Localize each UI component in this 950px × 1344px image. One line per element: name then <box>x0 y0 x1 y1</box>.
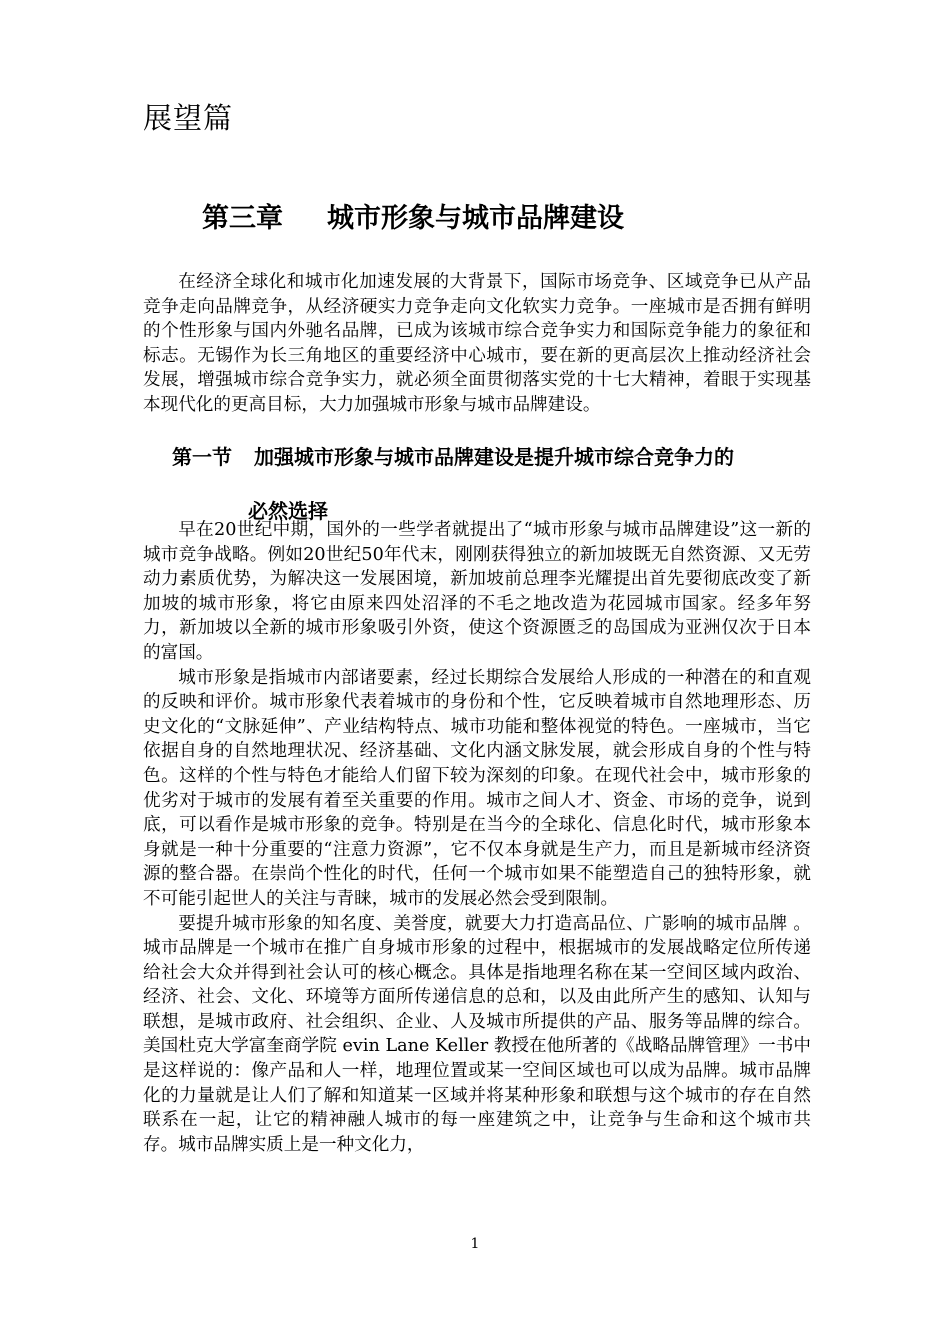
section-number: 第一节 <box>172 445 232 469</box>
chapter-intro <box>143 270 811 418</box>
intro-paragraph: 在经济全球化和城市化加速发展的大背景下，国际市场竞争、区域竞争已从产品竞争走向品牌竞争，从经济硬实力竞争走向文化软实力竞争。一座城市是否拥有鲜明的个性形象与国内外驰名品牌，已成为该城市综合竞争实力和国际竞争能力的象征和标志。无锡作为长三角地区的重要经济中心城市，要在新的更高层次上推动经济社会发展，增强城市综合竞争实力，就必须全面贯彻落实党的十七大精神，着眼于实现基本现代化的更高目标，大力加强城市形象与城市品牌建设。 <box>143 272 811 415</box>
section-title-line1: 加强城市形象与城市品牌建设是提升城市综合竞争力的 <box>254 445 734 469</box>
section-body <box>143 518 811 1157</box>
body-paragraph: 要提升城市形象的知名度、美誉度，就要大力打造高品位、广影响的城市品牌 。 城市品牌是一个城市在推广自身城市形象的过程中，根据城市的发展战略定位所传递给社会大众并得到社会认可的核心概念。具体是指地理名称在某一空间区域内政治、经济、社会、文化、环境等方面所传递信息的总和，以及由此所产生的感知、认知与联想，是城市政府、社会组织、企业、人及城市所提供的产品、服务等品牌的综合。美国杜克大学富奎商学院 evin Lane Keller 教授在他所著的《战略品牌管理》一书中是这样说的：像产品和人一样，地理位置或某一空间区域也可以成为品牌。城市品牌化的力量就是让人们了解和知道某一区域并将某种形象和联想与这个城市的存在自然联系在一起，让它的精神融人城市的每一座建筑之中，让竞争与生命和这个城市共存。城市品牌实质上是一种文化力， <box>143 913 811 1155</box>
body-paragraph: 城市形象是指城市内部诸要素，经过长期综合发展给人形成的一种潜在的和直观的反映和评价。城市形象代表着城市的身份和个性，它反映着城市自然地理形态、历史文化的“文脉延伸”、产业结构特点、城市功能和整体视觉的特色。一座城市，当它依据自身的自然地理状况、经济基础、文化内涵文脉发展，就会形成自身的个性与特色。这样的个性与特色才能给人们留下较为深刻的印象。在现代社会中，城市形象的优劣对于城市的发展有着至关重要的作用。城市之间人才、资金、市场的竞争，说到底，可以看作是城市形象的竞争。特别是在当今的全球化、信息化时代，城市形象本身就是一种十分重要的“注意力资源”，它不仅本身就是生产力，而且是新城市经济资源的整合器。在崇尚个性化的时代，任何一个城市如果不能塑造自己的独特形象，就不可能引起世人的关注与青睐，城市的发展必然会受到限制。 <box>143 667 811 909</box>
chapter-number: 第三章 <box>202 203 283 234</box>
part-title: 展望篇 <box>143 101 234 135</box>
page-number: 1 <box>470 1236 480 1252</box>
chapter-name: 城市形象与城市品牌建设 <box>327 203 624 234</box>
body-paragraph: 早在20世纪中期，国外的一些学者就提出了“城市形象与城市品牌建设”这一新的城市竞争战略。例如20世纪50年代末，刚刚获得独立的新加坡既无自然资源、又无劳动力素质优势，为解决这一发展困境，新加坡前总理李光耀提出首先要彻底改变了新加坡的城市形象，将它由原来四处沼泽的不毛之地改造为花园城市国家。经多年努力，新加坡以全新的城市形象吸引外资，使这个资源匮乏的岛国成为亚洲仅次于日本的富国。 <box>143 520 811 663</box>
chapter-title <box>202 196 624 235</box>
section-title-line2: 必然选择 <box>248 499 328 523</box>
